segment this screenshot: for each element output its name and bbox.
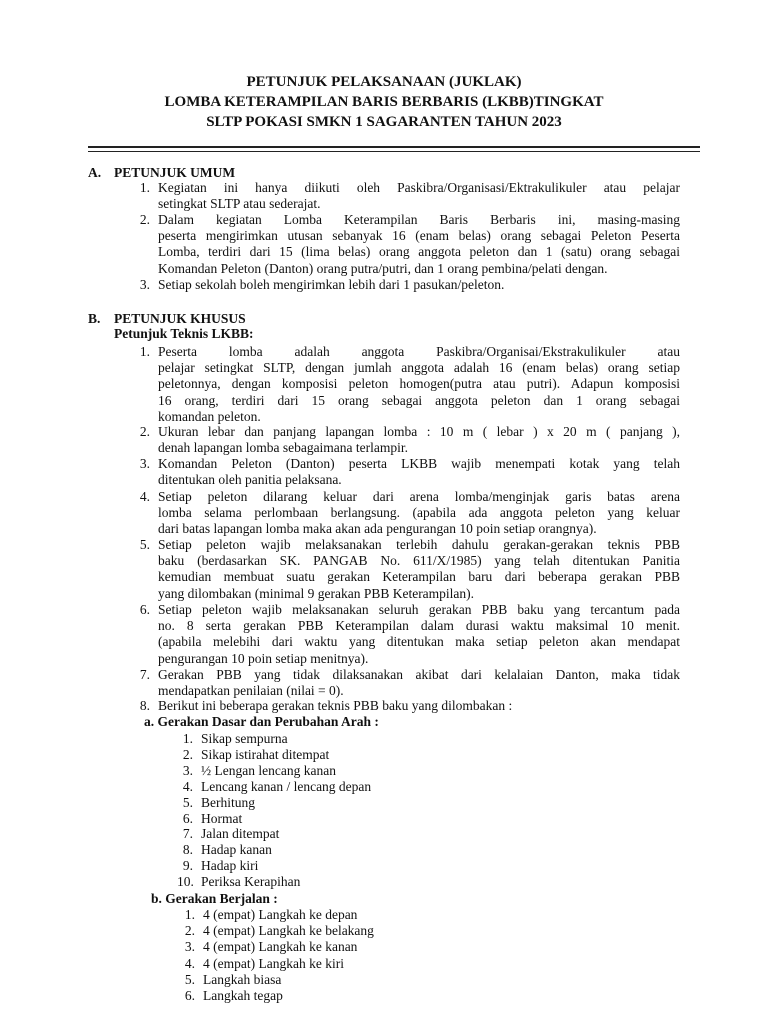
text-line: Setiap peleton dilarang keluar dari arena lomba/menginjak garis batas arena	[158, 489, 680, 504]
section-b-title: PETUNJUK KHUSUS	[114, 311, 246, 326]
text-line: Peserta lomba adalah anggota Paskibra/Organisai/Ekstrakulikuler atau	[158, 344, 680, 359]
list-item-number: 5.	[184, 971, 195, 987]
text-line: (apabila melebihi dari waktu yang ditentukan maka setiap peleton akan mendapat	[158, 634, 680, 650]
list-item-text	[158, 667, 680, 699]
list-item-text	[158, 537, 680, 602]
text-line: peletonnya, dengan komposisi peleton homogen(putra atau putri). Adapun komposisi	[158, 376, 680, 392]
text-line: Setiap peleton wajib melaksanakan seluruh gerakan PBB baku yang tercantum pada	[158, 602, 680, 617]
text-line: yang dilombakan (minimal 9 gerakan PBB Keterampilan).	[158, 585, 475, 601]
list-item-text	[158, 424, 680, 456]
list-item-text	[158, 456, 680, 488]
list-item-text: 4 (empat) Langkah ke belakang	[203, 923, 374, 939]
list-item-text: 4 (empat) Langkah ke depan	[203, 907, 358, 922]
list-item-text: Langkah biasa	[203, 971, 282, 987]
list-item-number: 4.	[139, 489, 150, 504]
section-a-title: PETUNJUK UMUM	[114, 165, 236, 180]
sub-a-label: a. Gerakan Dasar dan Perubahan Arah :	[144, 714, 379, 729]
list-item-number: 1.	[184, 907, 195, 922]
list-item-number: 7.	[139, 667, 150, 682]
list-item-number: 3.	[184, 939, 195, 955]
list-item-text	[158, 180, 680, 212]
list-item-number: 5.	[139, 537, 150, 552]
text-line: Komandan Peleton (Danton) peserta LKBB wajib menempati kotak yang telah	[158, 456, 680, 471]
list-item-text: 4 (empat) Langkah ke kanan	[203, 939, 358, 955]
list-item-number: 9.	[182, 858, 193, 874]
text-line: lomba selama perlombaan berlangsung. (apabila ada anggota peleton yang keluar	[158, 505, 680, 521]
text-line: Setiap sekolah boleh mengirimkan lebih dari 1 pasukan/peleton.	[158, 277, 505, 292]
list-item-number: 6.	[182, 810, 193, 826]
text-line: Kegiatan ini hanya diikuti oleh Paskibra/Organisasi/Ektrakulikuler atau pelajar	[158, 180, 680, 195]
text-line: Gerakan PBB yang tidak dilaksanakan akibat dari kelalaian Danton, maka tidak	[158, 667, 680, 682]
text-line: Setiap peleton wajib melaksanakan terlebih dahulu gerakan-gerakan teknis PBB	[158, 537, 680, 552]
list-item-number: 2.	[139, 212, 150, 227]
list-item-number: 1.	[139, 180, 150, 195]
sub-b-label: b. Gerakan Berjalan :	[151, 891, 278, 906]
section-b-subtitle: Petunjuk Teknis LKBB:	[114, 326, 254, 341]
text-line: pengurangan 10 poin setiap menitnya).	[158, 650, 369, 666]
list-item-text: Hadap kiri	[201, 858, 259, 874]
header-rule-thin	[88, 151, 700, 152]
text-line: kemudian membuat suatu gerakan Keterampilan baru dari beberapa gerakan PBB	[158, 569, 680, 585]
list-item-number: 5.	[182, 794, 193, 810]
list-item-text: Hormat	[201, 810, 243, 826]
text-line: mendapatkan penilaian (nilai = 0).	[158, 683, 344, 699]
list-item-number: 1.	[139, 344, 150, 359]
list-item-number: 8.	[139, 698, 150, 713]
list-item-text: Hadap kanan	[201, 842, 272, 858]
text-line: setingkat SLTP atau sederajat.	[158, 196, 321, 212]
list-item-text: Langkah tegap	[203, 988, 283, 1003]
text-line: 16 orang, terdiri dari 15 orang sebagai anggota peleton dan 1 orang sebagai	[158, 392, 680, 408]
section-b-letter: B.	[88, 311, 101, 326]
text-line: dari batas lapangan lomba maka akan ada pengurangan 10 poin setiap orangnya).	[158, 521, 597, 537]
list-item-text: Sikap sempurna	[201, 731, 288, 746]
text-line: baku (berdasarkan SK. PANGAB No. 611/X/1985) yang telah ditentukan Panitia	[158, 553, 680, 569]
text-line: pelajar setingkat SLTP, dengan jumlah anggota adalah 16 (enam belas) orang setiap	[158, 360, 680, 376]
text-line: Komandan Peleton (Danton) orang putra/putri, dan 1 orang pembina/pelati dengan.	[158, 260, 608, 276]
list-item-number: 4.	[184, 955, 195, 971]
list-item-text	[158, 344, 680, 425]
list-item-number: 4.	[182, 778, 193, 794]
list-item-text	[158, 212, 680, 277]
text-line: Ukuran lebar dan panjang lapangan lomba : 10 m ( lebar ) x 20 m ( panjang ),	[158, 424, 680, 439]
text-line: peserta mengirimkan utusan sebanyak 16 (enam belas) orang sebagai Peleton Peserta	[158, 228, 680, 244]
list-item-number: 2.	[184, 923, 195, 939]
list-item-number: 8.	[182, 842, 193, 858]
text-line: no. 8 serta gerakan PBB Keterampilan dalam durasi waktu maksimal 10 menit.	[158, 618, 680, 634]
list-item-text	[158, 489, 680, 538]
text-line: Berikut ini beberapa gerakan teknis PBB baku yang dilombakan :	[158, 698, 513, 713]
section-b-heading	[88, 311, 688, 327]
doc-title-line-3: SLTP POKASI SMKN 1 SAGARANTEN TAHUN 2023	[206, 114, 562, 130]
list-item-number: 2.	[139, 424, 150, 439]
list-item-text	[158, 277, 680, 293]
text-line: ditentukan oleh panitia pelaksana.	[158, 472, 342, 488]
doc-title-line-2: LOMBA KETERAMPILAN BARIS BERBARIS (LKBB)TINGKAT	[164, 94, 604, 110]
list-item-number: 3.	[139, 456, 150, 471]
section-a-heading	[88, 165, 688, 181]
list-item-text: Sikap istirahat ditempat	[201, 746, 330, 762]
list-item-text: Periksa Kerapihan	[201, 874, 301, 890]
list-item-number: 3.	[182, 762, 193, 778]
doc-title-line-1: PETUNJUK PELAKSANAAN (JUKLAK)	[246, 74, 522, 90]
list-item-text: ½ Lengan lencang kanan	[201, 762, 336, 778]
header-rule-thick	[88, 146, 700, 148]
list-item-text: Jalan ditempat	[201, 826, 280, 842]
list-item-text	[158, 698, 680, 714]
text-line: Lomba, terdiri dari 15 (lima belas) orang anggota peleton dan 1 (satu) orang sebagai	[158, 244, 680, 260]
list-item-number: 6.	[139, 602, 150, 617]
list-item-text: Berhitung	[201, 794, 255, 810]
text-line: denah lapangan lomba sebagaimana terlampir.	[158, 440, 409, 456]
list-item-number: 10.	[177, 874, 194, 890]
text-line: komandan peleton.	[158, 408, 261, 424]
text-line: Dalam kegiatan Lomba Keterampilan Baris Berbaris ini, masing-masing	[158, 212, 680, 227]
list-item-text: Lencang kanan / lencang depan	[201, 778, 372, 794]
list-item-number: 7.	[182, 826, 193, 842]
list-item-text	[158, 602, 680, 667]
list-item-number: 3.	[139, 277, 150, 292]
list-item-text: 4 (empat) Langkah ke kiri	[203, 955, 344, 971]
list-item-number: 2.	[182, 746, 193, 762]
list-item-number: 6.	[184, 988, 195, 1003]
section-a-letter: A.	[88, 165, 102, 180]
list-item-number: 1.	[182, 731, 193, 746]
